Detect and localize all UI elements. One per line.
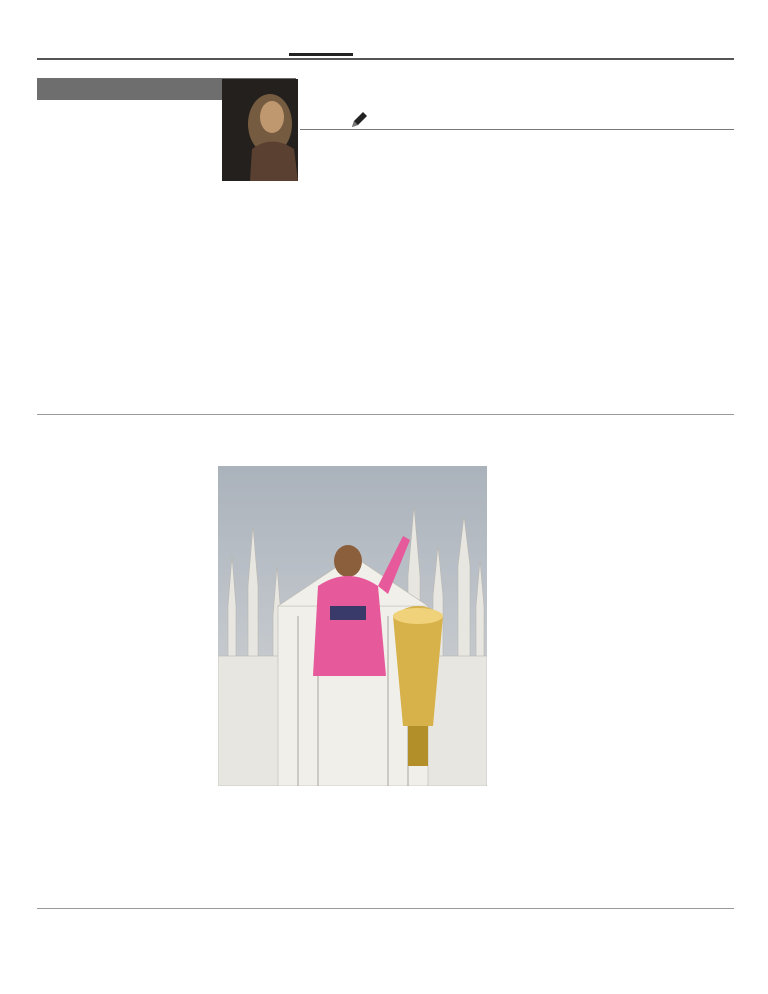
section-underline <box>289 53 353 56</box>
bottom-divider <box>37 908 734 909</box>
poster-artwork <box>222 79 298 181</box>
section-divider <box>37 414 734 415</box>
header-rule <box>37 58 734 60</box>
cathedral-illustration <box>218 466 487 786</box>
telecomando-rule <box>300 129 734 130</box>
giro-photo <box>218 466 487 786</box>
movie-poster-gesu <box>222 79 298 181</box>
